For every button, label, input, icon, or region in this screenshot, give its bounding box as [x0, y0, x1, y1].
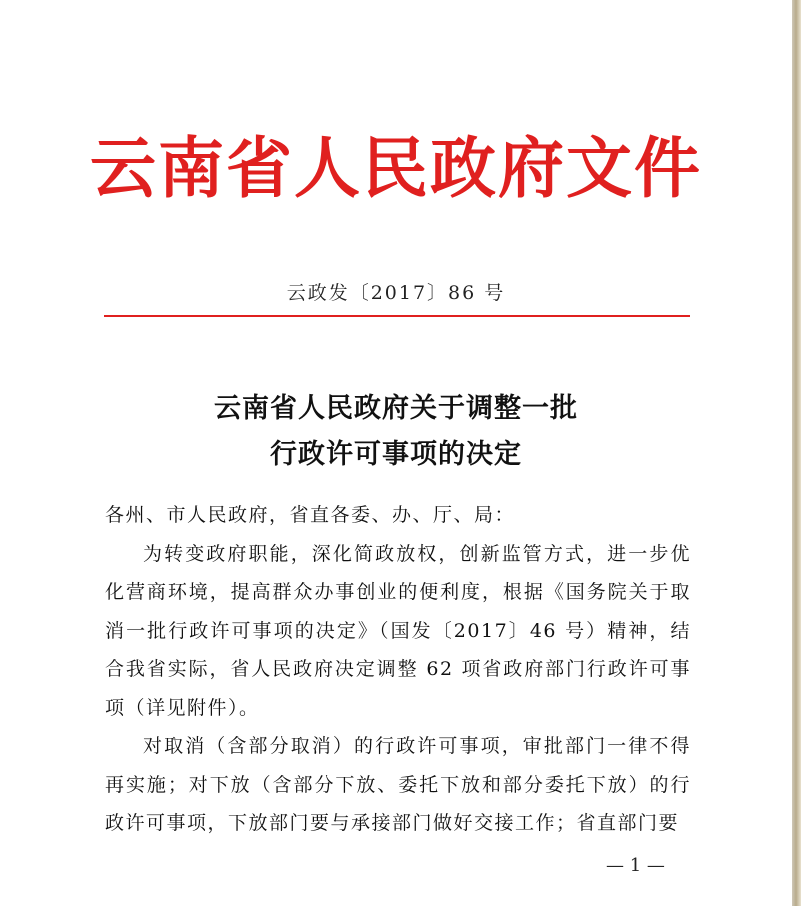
document-title-line-2: 行政许可事项的决定 [270, 439, 522, 470]
document-body [105, 496, 691, 843]
page-number: — 1 — [606, 855, 665, 876]
body-paragraph-1: 为转变政府职能，深化简政放权，创新监管方式，进一步优化营商环境，提高群众办事创业的便利度，根据《国务院关于取消一批行政许可事项的决定》（国发〔2017〕46 号）精神，结合我省实际，省人民政府决定调整 62 项省政府部门行政许可事项（详见附件）。 [105, 542, 691, 719]
masthead-title: 云南省人民政府文件 [90, 129, 702, 207]
body-paragraph-2: 对取消（含部分取消）的行政许可事项，审批部门一律不得再实施；对下放（含部分下放、委托下放和部分委托下放）的行政许可事项，下放部门要与承接部门做好交接工作；省直部门要 [105, 735, 691, 834]
salutation: 各州、市人民政府，省直各委、办、厅、局： [105, 504, 516, 526]
red-divider-line [104, 315, 690, 317]
page-edge-shadow [792, 0, 801, 906]
document-number: 云政发〔2017〕86 号 [286, 282, 506, 304]
document-title-line-1: 云南省人民政府关于调整一批 [214, 393, 578, 424]
